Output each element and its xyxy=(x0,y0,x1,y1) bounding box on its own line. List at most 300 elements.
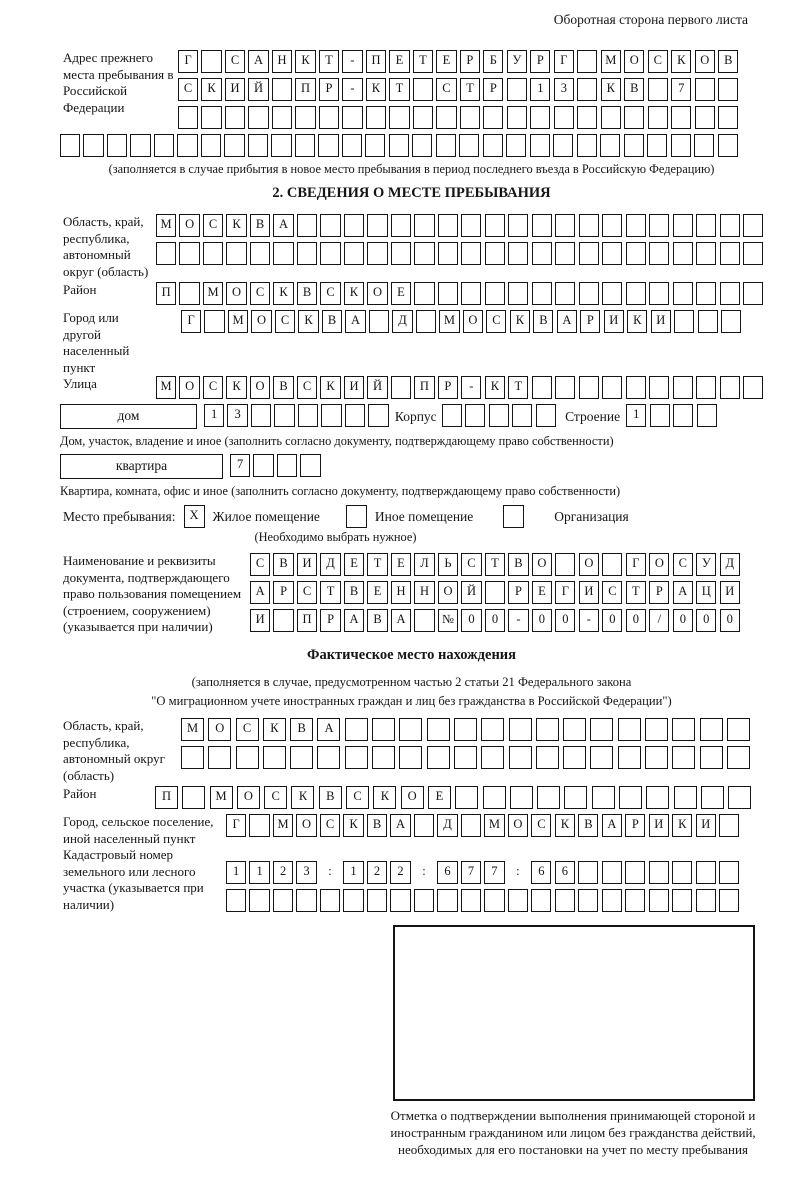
char-box[interactable] xyxy=(465,404,485,427)
char-box[interactable]: Н xyxy=(391,581,411,604)
char-box[interactable]: О xyxy=(208,718,231,741)
char-box[interactable] xyxy=(579,242,599,265)
char-box[interactable]: М xyxy=(210,786,233,809)
char-box[interactable] xyxy=(600,134,620,157)
char-box[interactable]: О xyxy=(438,581,458,604)
char-box[interactable] xyxy=(509,718,532,741)
char-box[interactable] xyxy=(532,376,552,399)
char-box[interactable]: К xyxy=(226,214,246,237)
char-box[interactable] xyxy=(277,454,297,477)
char-box[interactable] xyxy=(320,214,340,237)
char-box[interactable] xyxy=(602,214,622,237)
char-box[interactable]: К xyxy=(291,786,314,809)
char-box[interactable]: № xyxy=(438,609,458,632)
char-box[interactable]: Г xyxy=(178,50,198,73)
char-box[interactable] xyxy=(459,134,479,157)
char-box[interactable]: 0 xyxy=(673,609,693,632)
char-box[interactable] xyxy=(510,786,533,809)
char-box[interactable]: 7 xyxy=(230,454,250,477)
char-box[interactable]: Г xyxy=(626,553,646,576)
char-box[interactable] xyxy=(226,889,246,912)
char-box[interactable] xyxy=(414,889,434,912)
char-box[interactable] xyxy=(483,106,503,129)
char-box[interactable] xyxy=(696,282,716,305)
char-box[interactable] xyxy=(317,746,340,769)
char-box[interactable]: Р xyxy=(508,581,528,604)
char-box[interactable] xyxy=(204,310,224,333)
char-box[interactable] xyxy=(563,746,586,769)
char-box[interactable] xyxy=(414,242,434,265)
char-box[interactable]: 7 xyxy=(671,78,691,101)
char-box[interactable] xyxy=(509,746,532,769)
char-box[interactable] xyxy=(318,134,338,157)
char-box[interactable] xyxy=(181,746,204,769)
char-box[interactable] xyxy=(696,242,716,265)
char-box[interactable] xyxy=(626,282,646,305)
char-box[interactable]: В xyxy=(508,553,528,576)
char-box[interactable]: В xyxy=(624,78,644,101)
char-box[interactable] xyxy=(719,814,739,837)
char-box[interactable] xyxy=(577,106,597,129)
char-box[interactable] xyxy=(290,746,313,769)
char-box[interactable] xyxy=(427,746,450,769)
char-box[interactable] xyxy=(554,106,574,129)
char-box[interactable] xyxy=(208,746,231,769)
char-box[interactable]: А xyxy=(390,814,410,837)
char-box[interactable]: О xyxy=(508,814,528,837)
char-box[interactable]: С xyxy=(673,553,693,576)
char-box[interactable]: К xyxy=(273,282,293,305)
char-box[interactable] xyxy=(390,889,410,912)
char-box[interactable] xyxy=(436,134,456,157)
char-box[interactable] xyxy=(590,718,613,741)
char-box[interactable]: С xyxy=(264,786,287,809)
char-box[interactable]: И xyxy=(649,814,669,837)
char-box[interactable]: О xyxy=(695,50,715,73)
char-box[interactable]: С xyxy=(320,814,340,837)
char-box[interactable]: И xyxy=(297,553,317,576)
char-box[interactable] xyxy=(461,214,481,237)
char-box[interactable]: Е xyxy=(391,282,411,305)
char-box[interactable] xyxy=(649,376,669,399)
char-box[interactable] xyxy=(649,282,669,305)
char-box[interactable] xyxy=(296,889,316,912)
char-box[interactable]: А xyxy=(557,310,577,333)
char-box[interactable] xyxy=(271,134,291,157)
char-box[interactable] xyxy=(720,376,740,399)
char-box[interactable]: С xyxy=(648,50,668,73)
char-box[interactable] xyxy=(696,376,716,399)
char-box[interactable] xyxy=(366,106,386,129)
char-box[interactable] xyxy=(251,404,271,427)
char-box[interactable]: Д xyxy=(720,553,740,576)
char-box[interactable]: А xyxy=(345,310,365,333)
char-box[interactable]: Е xyxy=(344,553,364,576)
char-box[interactable]: Е xyxy=(367,581,387,604)
char-box[interactable] xyxy=(295,106,315,129)
char-box[interactable] xyxy=(236,746,259,769)
char-box[interactable] xyxy=(342,134,362,157)
char-box[interactable] xyxy=(201,50,221,73)
char-box[interactable] xyxy=(391,242,411,265)
char-box[interactable]: С xyxy=(250,553,270,576)
char-box[interactable]: Р xyxy=(320,609,340,632)
char-box[interactable]: 2 xyxy=(273,861,293,884)
char-box[interactable] xyxy=(413,78,433,101)
char-box[interactable] xyxy=(389,134,409,157)
char-box[interactable] xyxy=(649,889,669,912)
char-box[interactable] xyxy=(592,786,615,809)
char-box[interactable]: М xyxy=(273,814,293,837)
char-box[interactable]: 6 xyxy=(555,861,575,884)
char-box[interactable]: О xyxy=(251,310,271,333)
char-box[interactable] xyxy=(367,889,387,912)
char-box[interactable]: Ь xyxy=(438,553,458,576)
char-box[interactable]: Р xyxy=(460,50,480,73)
char-box[interactable]: А xyxy=(317,718,340,741)
char-box[interactable] xyxy=(225,106,245,129)
char-box[interactable] xyxy=(578,861,598,884)
char-box[interactable]: / xyxy=(649,609,669,632)
char-box[interactable] xyxy=(177,134,197,157)
char-box[interactable] xyxy=(555,553,575,576)
char-box[interactable] xyxy=(414,214,434,237)
char-box[interactable] xyxy=(226,242,246,265)
char-box[interactable]: 0 xyxy=(696,609,716,632)
char-box[interactable] xyxy=(481,718,504,741)
apartment-type-field[interactable]: квартира xyxy=(60,454,223,479)
char-box[interactable] xyxy=(461,814,481,837)
char-box[interactable]: А xyxy=(250,581,270,604)
char-box[interactable] xyxy=(553,134,573,157)
char-box[interactable] xyxy=(438,282,458,305)
char-box[interactable] xyxy=(455,786,478,809)
char-box[interactable]: Р xyxy=(580,310,600,333)
char-box[interactable] xyxy=(508,242,528,265)
char-box[interactable]: П xyxy=(295,78,315,101)
char-box[interactable] xyxy=(625,889,645,912)
char-box[interactable] xyxy=(298,404,318,427)
char-box[interactable]: У xyxy=(696,553,716,576)
char-box[interactable]: 1 xyxy=(626,404,646,427)
char-box[interactable] xyxy=(531,889,551,912)
char-box[interactable]: Н xyxy=(414,581,434,604)
char-box[interactable]: О xyxy=(624,50,644,73)
char-box[interactable] xyxy=(672,889,692,912)
char-box[interactable] xyxy=(461,889,481,912)
char-box[interactable] xyxy=(481,746,504,769)
char-box[interactable] xyxy=(626,376,646,399)
char-box[interactable]: В xyxy=(319,786,342,809)
char-box[interactable] xyxy=(107,134,127,157)
char-box[interactable] xyxy=(391,376,411,399)
char-box[interactable] xyxy=(83,134,103,157)
char-box[interactable]: К xyxy=(485,376,505,399)
char-box[interactable] xyxy=(344,214,364,237)
char-box[interactable]: 1 xyxy=(204,404,224,427)
char-box[interactable] xyxy=(701,786,724,809)
char-box[interactable] xyxy=(555,376,575,399)
char-box[interactable]: Г xyxy=(554,50,574,73)
char-box[interactable] xyxy=(727,718,750,741)
char-box[interactable]: О xyxy=(179,376,199,399)
char-box[interactable] xyxy=(624,106,644,129)
char-box[interactable] xyxy=(413,106,433,129)
char-box[interactable] xyxy=(365,134,385,157)
char-box[interactable] xyxy=(344,242,364,265)
char-box[interactable]: С xyxy=(486,310,506,333)
char-box[interactable] xyxy=(532,242,552,265)
char-box[interactable] xyxy=(695,78,715,101)
char-box[interactable] xyxy=(461,242,481,265)
char-box[interactable] xyxy=(438,214,458,237)
char-box[interactable]: Т xyxy=(485,553,505,576)
char-box[interactable]: А xyxy=(391,609,411,632)
char-box[interactable] xyxy=(537,786,560,809)
char-box[interactable] xyxy=(273,889,293,912)
char-box[interactable]: К xyxy=(298,310,318,333)
char-box[interactable] xyxy=(626,242,646,265)
char-box[interactable] xyxy=(563,718,586,741)
char-box[interactable]: 1 xyxy=(226,861,246,884)
char-box[interactable] xyxy=(619,786,642,809)
char-box[interactable]: Д xyxy=(392,310,412,333)
char-box[interactable]: В xyxy=(297,282,317,305)
char-box[interactable]: В xyxy=(290,718,313,741)
char-box[interactable] xyxy=(672,861,692,884)
char-box[interactable]: О xyxy=(367,282,387,305)
char-box[interactable]: 1 xyxy=(249,861,269,884)
char-box[interactable] xyxy=(178,106,198,129)
char-box[interactable]: К xyxy=(627,310,647,333)
char-box[interactable] xyxy=(671,106,691,129)
char-box[interactable] xyxy=(720,282,740,305)
char-box[interactable] xyxy=(577,50,597,73)
char-box[interactable]: С xyxy=(203,376,223,399)
char-box[interactable]: Г xyxy=(226,814,246,837)
char-box[interactable] xyxy=(536,746,559,769)
char-box[interactable] xyxy=(602,889,622,912)
char-box[interactable]: Б xyxy=(483,50,503,73)
char-box[interactable]: О xyxy=(237,786,260,809)
char-box[interactable]: А xyxy=(273,214,293,237)
char-box[interactable] xyxy=(263,746,286,769)
char-box[interactable] xyxy=(648,106,668,129)
char-box[interactable] xyxy=(179,282,199,305)
char-box[interactable]: Т xyxy=(367,553,387,576)
char-box[interactable] xyxy=(728,786,751,809)
char-box[interactable]: Р xyxy=(530,50,550,73)
char-box[interactable] xyxy=(626,214,646,237)
char-box[interactable]: 7 xyxy=(484,861,504,884)
char-box[interactable]: С xyxy=(531,814,551,837)
char-box[interactable] xyxy=(530,106,550,129)
char-box[interactable]: 0 xyxy=(626,609,646,632)
char-box[interactable]: Г xyxy=(555,581,575,604)
char-box[interactable]: С xyxy=(250,282,270,305)
char-box[interactable] xyxy=(489,404,509,427)
char-box[interactable] xyxy=(649,242,669,265)
char-box[interactable] xyxy=(485,581,505,604)
char-box[interactable] xyxy=(414,814,434,837)
char-box[interactable] xyxy=(697,404,717,427)
char-box[interactable]: О xyxy=(296,814,316,837)
char-box[interactable]: И xyxy=(250,609,270,632)
char-box[interactable]: А xyxy=(673,581,693,604)
char-box[interactable] xyxy=(253,454,273,477)
char-box[interactable] xyxy=(437,889,457,912)
char-box[interactable]: М xyxy=(439,310,459,333)
char-box[interactable]: Р xyxy=(649,581,669,604)
char-box[interactable] xyxy=(273,609,293,632)
char-box[interactable] xyxy=(602,242,622,265)
char-box[interactable] xyxy=(345,404,365,427)
char-box[interactable]: - xyxy=(461,376,481,399)
char-box[interactable] xyxy=(250,242,270,265)
char-box[interactable]: С xyxy=(178,78,198,101)
char-box[interactable]: Е xyxy=(436,50,456,73)
char-box[interactable]: 1 xyxy=(530,78,550,101)
char-box[interactable]: К xyxy=(555,814,575,837)
char-box[interactable] xyxy=(694,134,714,157)
char-box[interactable] xyxy=(182,786,205,809)
char-box[interactable]: 3 xyxy=(227,404,247,427)
char-box[interactable] xyxy=(579,214,599,237)
char-box[interactable] xyxy=(369,310,389,333)
char-box[interactable] xyxy=(130,134,150,157)
char-box[interactable]: В xyxy=(344,581,364,604)
char-box[interactable] xyxy=(577,134,597,157)
char-box[interactable] xyxy=(698,310,718,333)
char-box[interactable]: И xyxy=(651,310,671,333)
char-box[interactable]: Р xyxy=(438,376,458,399)
char-box[interactable]: П xyxy=(414,376,434,399)
char-box[interactable]: Т xyxy=(460,78,480,101)
char-box[interactable]: Е xyxy=(428,786,451,809)
char-box[interactable] xyxy=(345,718,368,741)
char-box[interactable]: А xyxy=(248,50,268,73)
char-box[interactable] xyxy=(618,718,641,741)
char-box[interactable] xyxy=(555,889,575,912)
char-box[interactable]: Т xyxy=(413,50,433,73)
char-box[interactable] xyxy=(647,134,667,157)
char-box[interactable] xyxy=(454,718,477,741)
char-box[interactable] xyxy=(579,376,599,399)
char-box[interactable]: П xyxy=(366,50,386,73)
char-box[interactable] xyxy=(625,861,645,884)
char-box[interactable] xyxy=(590,746,613,769)
char-box[interactable] xyxy=(624,134,644,157)
char-box[interactable]: Р xyxy=(273,581,293,604)
char-box[interactable]: X xyxy=(184,505,205,528)
char-box[interactable] xyxy=(645,746,668,769)
char-box[interactable] xyxy=(618,746,641,769)
char-box[interactable]: О xyxy=(179,214,199,237)
char-box[interactable]: - xyxy=(342,78,362,101)
char-box[interactable] xyxy=(719,861,739,884)
char-box[interactable] xyxy=(536,718,559,741)
char-box[interactable]: А xyxy=(602,814,622,837)
char-box[interactable] xyxy=(60,134,80,157)
char-box[interactable]: И xyxy=(720,581,740,604)
char-box[interactable] xyxy=(454,746,477,769)
char-box[interactable] xyxy=(274,404,294,427)
char-box[interactable]: К xyxy=(295,50,315,73)
char-box[interactable]: О xyxy=(532,553,552,576)
char-box[interactable]: К xyxy=(601,78,621,101)
char-box[interactable]: К xyxy=(263,718,286,741)
char-box[interactable] xyxy=(442,404,462,427)
char-box[interactable]: 0 xyxy=(602,609,622,632)
char-box[interactable] xyxy=(156,242,176,265)
char-box[interactable] xyxy=(720,242,740,265)
char-box[interactable]: П xyxy=(297,609,317,632)
char-box[interactable] xyxy=(460,106,480,129)
char-box[interactable] xyxy=(346,505,367,528)
char-box[interactable]: 2 xyxy=(367,861,387,884)
char-box[interactable] xyxy=(319,106,339,129)
char-box[interactable]: Р xyxy=(625,814,645,837)
char-box[interactable]: Г xyxy=(181,310,201,333)
char-box[interactable] xyxy=(508,282,528,305)
char-box[interactable] xyxy=(436,106,456,129)
char-box[interactable]: М xyxy=(203,282,223,305)
char-box[interactable]: С xyxy=(275,310,295,333)
char-box[interactable] xyxy=(483,134,503,157)
char-box[interactable] xyxy=(297,214,317,237)
char-box[interactable] xyxy=(249,889,269,912)
char-box[interactable] xyxy=(695,106,715,129)
char-box[interactable] xyxy=(672,746,695,769)
char-box[interactable] xyxy=(485,242,505,265)
char-box[interactable]: 3 xyxy=(554,78,574,101)
char-box[interactable] xyxy=(201,134,221,157)
char-box[interactable]: - xyxy=(579,609,599,632)
char-box[interactable]: О xyxy=(463,310,483,333)
char-box[interactable] xyxy=(673,282,693,305)
char-box[interactable]: Р xyxy=(319,78,339,101)
char-box[interactable] xyxy=(272,78,292,101)
char-box[interactable]: Й xyxy=(461,581,481,604)
char-box[interactable] xyxy=(273,242,293,265)
char-box[interactable]: 7 xyxy=(461,861,481,884)
char-box[interactable] xyxy=(506,134,526,157)
char-box[interactable]: А xyxy=(344,609,364,632)
char-box[interactable] xyxy=(532,214,552,237)
char-box[interactable]: К xyxy=(343,814,363,837)
char-box[interactable]: 0 xyxy=(485,609,505,632)
char-box[interactable]: Н xyxy=(272,50,292,73)
char-box[interactable]: С xyxy=(297,376,317,399)
char-box[interactable] xyxy=(297,242,317,265)
char-box[interactable]: И xyxy=(344,376,364,399)
char-box[interactable] xyxy=(512,404,532,427)
char-box[interactable] xyxy=(579,282,599,305)
char-box[interactable]: О xyxy=(226,282,246,305)
char-box[interactable] xyxy=(530,134,550,157)
char-box[interactable] xyxy=(700,746,723,769)
char-box[interactable]: С xyxy=(461,553,481,576)
char-box[interactable] xyxy=(719,889,739,912)
char-box[interactable] xyxy=(700,718,723,741)
char-box[interactable] xyxy=(507,106,527,129)
char-box[interactable] xyxy=(696,889,716,912)
char-box[interactable]: К xyxy=(201,78,221,101)
char-box[interactable]: 3 xyxy=(296,861,316,884)
char-box[interactable]: О xyxy=(649,553,669,576)
char-box[interactable] xyxy=(577,78,597,101)
char-box[interactable] xyxy=(671,134,691,157)
